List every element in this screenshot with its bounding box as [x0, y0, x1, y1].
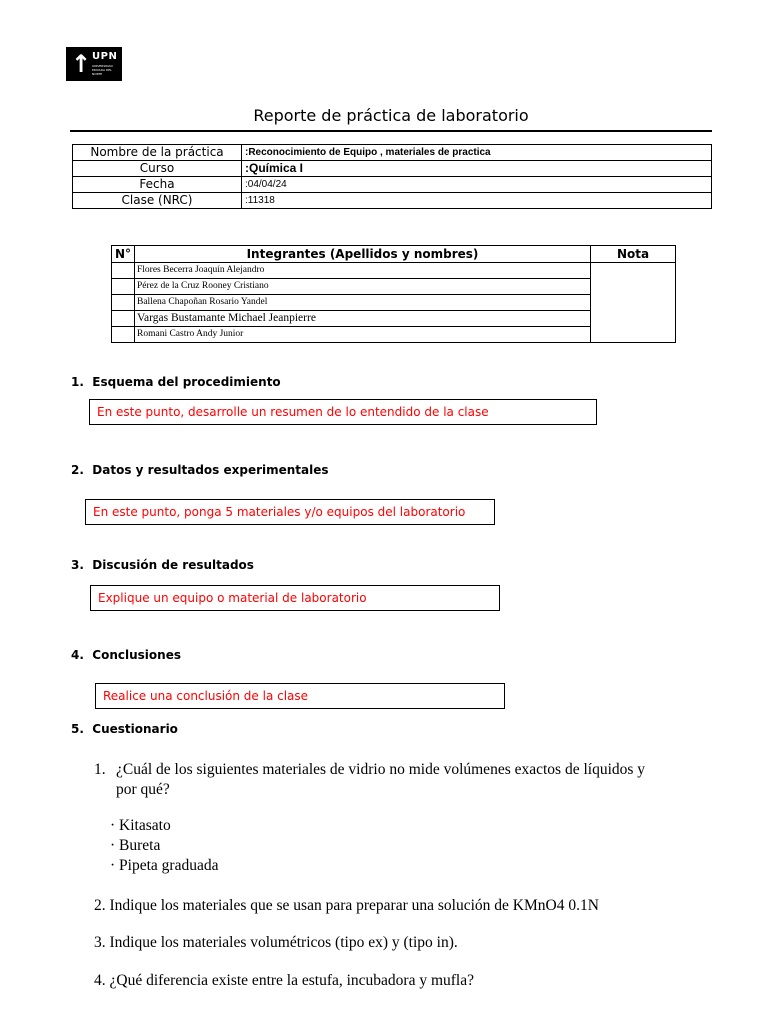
section-title: Cuestionario	[92, 722, 178, 736]
section-heading-4	[71, 648, 181, 662]
member-num	[112, 263, 135, 279]
practice-label: Nombre de la práctica	[73, 145, 242, 161]
practice-value: :11318	[242, 193, 712, 209]
member-num	[112, 311, 135, 327]
section-title: Esquema del procedimiento	[92, 375, 281, 389]
section-number: 3.	[71, 558, 84, 572]
question-3: 3. Indique los materiales volumétricos (tipo ex) y (tipo in).	[94, 934, 458, 951]
practice-value: :04/04/24	[242, 177, 712, 193]
names-header: Integrantes (Apellidos y nombres)	[135, 246, 591, 263]
section-title: Datos y resultados experimentales	[92, 463, 329, 477]
list-item: · Pipeta graduada	[110, 857, 219, 874]
member-num	[112, 295, 135, 311]
member-name: Pérez de la Cruz Rooney Cristiano	[135, 279, 591, 295]
members-table	[111, 245, 676, 343]
section-number: 2.	[71, 463, 84, 477]
question-1	[116, 760, 716, 800]
section-heading-2	[71, 463, 329, 477]
member-name: Ballena Chapoñan Rosario Yandel	[135, 295, 591, 311]
table-row	[73, 145, 712, 161]
section-number: 4.	[71, 648, 84, 662]
member-name: Vargas Bustamante Michael Jeanpierre	[135, 311, 591, 327]
question-4: 4. ¿Qué diferencia existe entre la estufa, incubadora y mufla?	[94, 972, 474, 989]
section-2-hint-box[interactable]: En este punto, ponga 5 materiales y/o equipos del laboratorio	[85, 499, 495, 525]
grade-cell	[591, 263, 676, 343]
question-1-line-1: ¿Cuál de los siguientes materiales de vidrio no mide volúmenes exactos de líquidos y	[116, 761, 646, 778]
upn-logo	[66, 47, 122, 81]
section-heading-5	[71, 722, 178, 736]
table-header-row	[112, 246, 676, 263]
list-item: · Kitasato	[110, 817, 171, 834]
section-1-hint-box[interactable]: En este punto, desarrolle un resumen de lo entendido de la clase	[89, 399, 597, 425]
practice-label: Curso	[73, 161, 242, 177]
logo-tagline: UNIVERSIDAD PRIVADA DEL NORTE	[92, 64, 113, 76]
section-number: 5.	[71, 722, 84, 736]
num-header: N°	[112, 246, 135, 263]
practice-label: Fecha	[73, 177, 242, 193]
practice-value: :Reconocimiento de Equipo , materiales de practica	[242, 145, 712, 161]
section-4-hint-box[interactable]: Realice una conclusión de la clase	[95, 683, 505, 709]
practice-value: :Química I	[242, 161, 712, 177]
section-title: Conclusiones	[92, 648, 181, 662]
member-name: Romani Castro Andy Junior	[135, 327, 591, 343]
section-number: 1.	[71, 375, 84, 389]
practice-info-table	[72, 144, 712, 209]
section-heading-3	[71, 558, 254, 572]
section-heading-1	[71, 375, 281, 389]
logo-brand: UPN	[92, 51, 118, 62]
title-divider	[70, 130, 712, 132]
arrow-up-icon: ↑	[71, 50, 92, 78]
member-name: Flores Becerra Joaquín Alejandro	[135, 263, 591, 279]
question-2: 2. Indique los materiales que se usan para preparar una solución de KMnO4 0.1N	[94, 897, 599, 914]
question-1-line-2: por qué?	[116, 781, 170, 798]
question-1-options	[110, 816, 218, 876]
table-row	[73, 193, 712, 209]
member-num	[112, 327, 135, 343]
section-3-hint-box[interactable]: Explique un equipo o material de laboratorio	[90, 585, 500, 611]
table-row	[73, 161, 712, 177]
practice-label: Clase (NRC)	[73, 193, 242, 209]
list-item: · Bureta	[110, 837, 161, 854]
question-1-number: 1.	[94, 761, 106, 778]
grade-header: Nota	[591, 246, 676, 263]
page-title: Reporte de práctica de laboratorio	[253, 106, 529, 125]
member-num	[112, 279, 135, 295]
table-row	[73, 177, 712, 193]
section-title: Discusión de resultados	[92, 558, 254, 572]
table-row	[112, 263, 676, 279]
